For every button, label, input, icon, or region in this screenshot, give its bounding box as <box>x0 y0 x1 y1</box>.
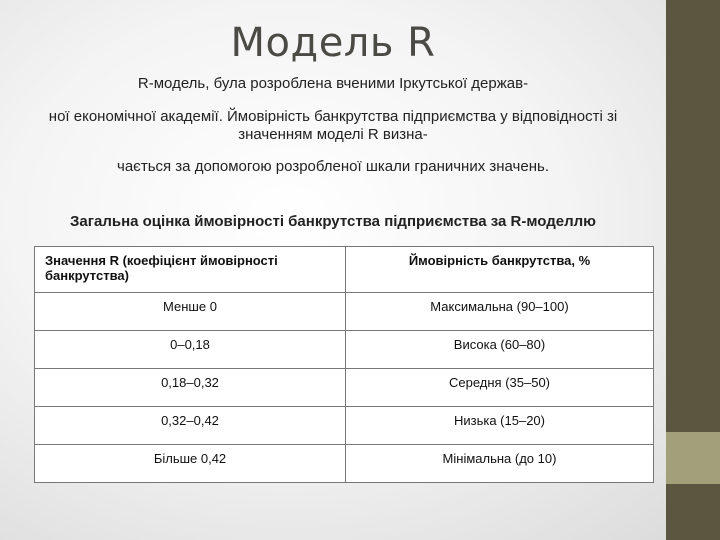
r-value-cell: Більше 0,42 <box>35 445 346 483</box>
probability-cell: Низька (15–20) <box>346 407 654 445</box>
intro-paragraph-line-1: R-модель, була розроблена вченими Іркутської держав- <box>137 75 529 92</box>
r-value-cell: 0,32–0,42 <box>35 407 346 445</box>
probability-cell: Максимальна (90–100) <box>346 293 654 331</box>
table-row <box>35 445 654 483</box>
table-header-row <box>35 247 654 293</box>
r-value-cell: 0,18–0,32 <box>35 369 346 407</box>
intro-paragraph-line-3: чається за допомогою розробленої шкали граничних значень. <box>117 158 549 175</box>
probability-cell: Середня (35–50) <box>346 369 654 407</box>
r-value-cell: 0–0,18 <box>35 331 346 369</box>
intro-paragraph-line-2: ної економічної академії. Ймовірність банкрутства підприємства у відповідності зі значенням моделі R визна- <box>48 108 618 143</box>
header-probability: Ймовірність банкрутства, % <box>346 247 654 293</box>
probability-cell: Мінімальна (до 10) <box>346 445 654 483</box>
bankruptcy-scale-table <box>34 246 654 483</box>
slide-title: Модель R <box>230 20 436 66</box>
header-r-value: Значення R (коефіцієнт ймовірності банкрутства) <box>35 247 346 293</box>
side-decor-accent <box>666 432 720 484</box>
table-row <box>35 407 654 445</box>
probability-cell: Висока (60–80) <box>346 331 654 369</box>
table-row <box>35 369 654 407</box>
table-row <box>35 331 654 369</box>
r-value-cell: Менше 0 <box>35 293 346 331</box>
table-row <box>35 293 654 331</box>
table-title: Загальна оцінка ймовірності банкрутства підприємства за R-моделлю <box>70 213 596 230</box>
